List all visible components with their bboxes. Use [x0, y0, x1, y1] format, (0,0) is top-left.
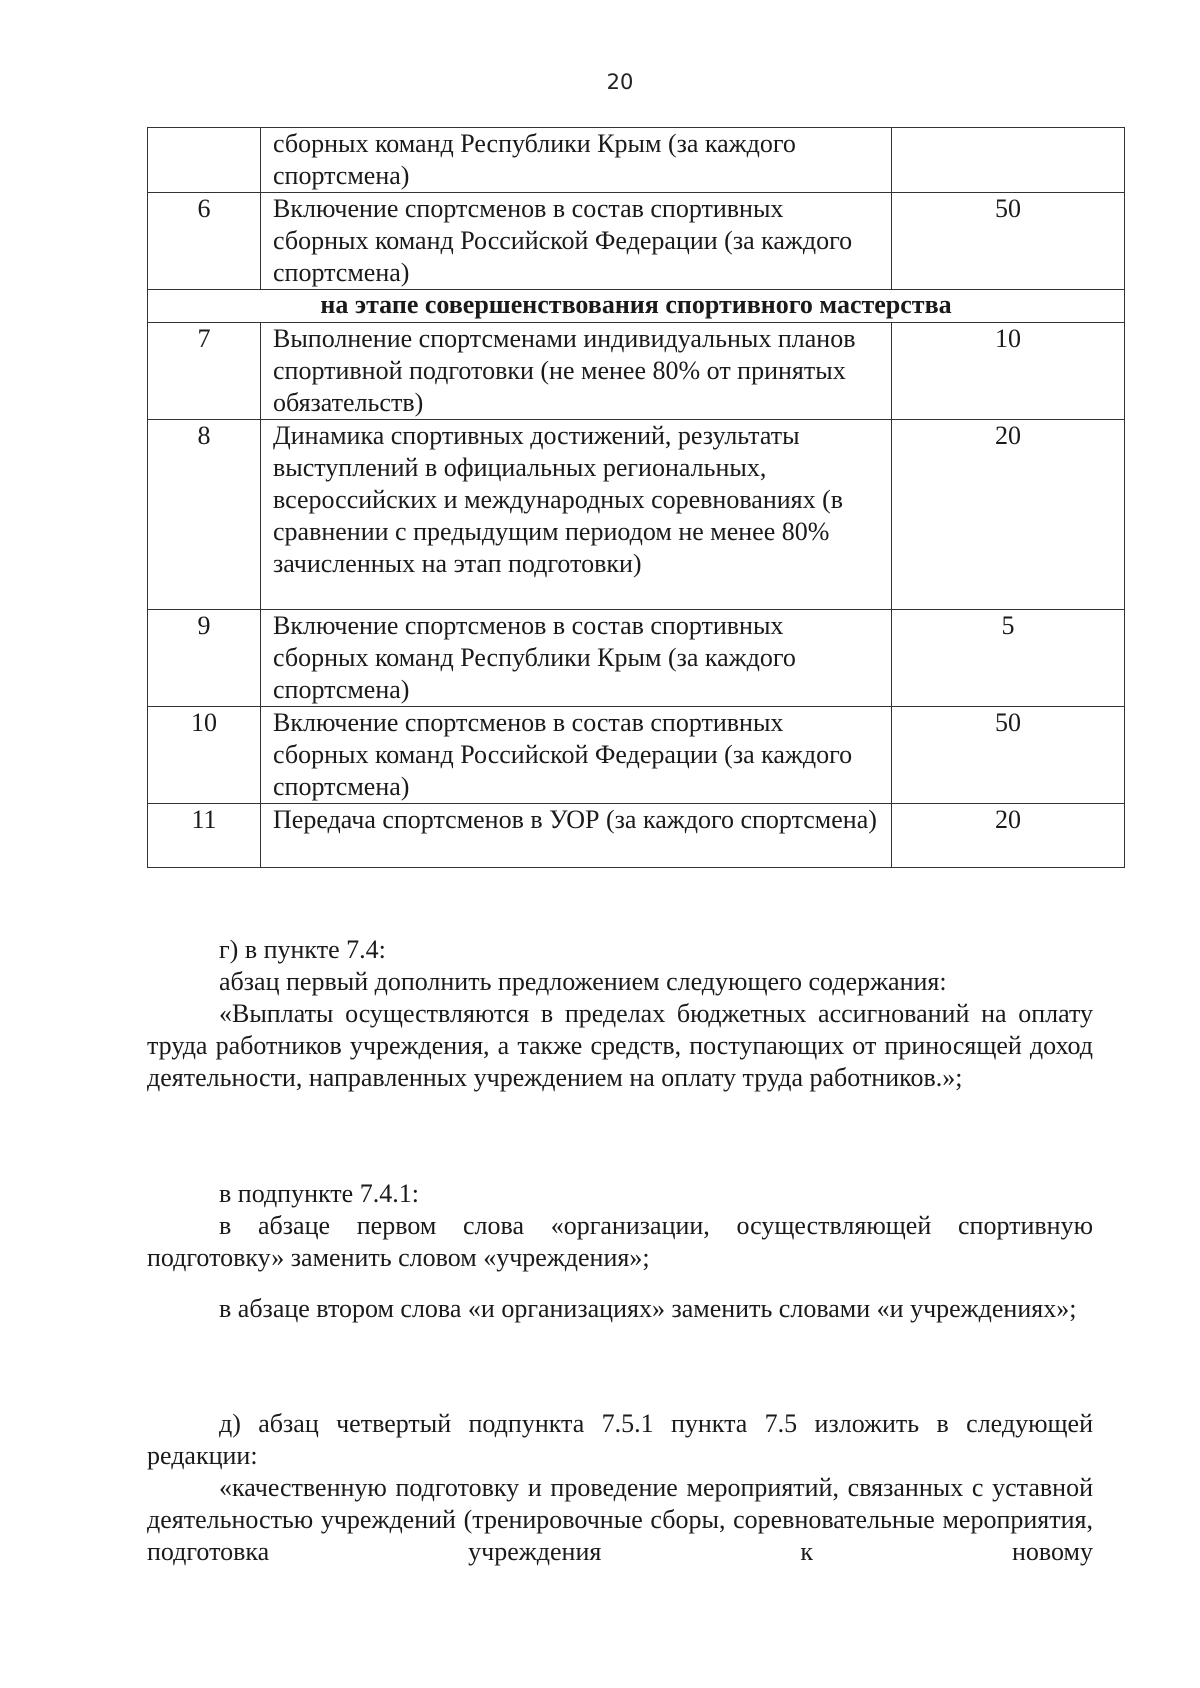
row-points: 20 — [892, 804, 1125, 868]
subitem-heading: в подпункте 7.4.1: — [219, 1179, 419, 1208]
row-number: 8 — [148, 420, 261, 610]
row-points: 5 — [892, 610, 1125, 707]
criteria-table-body — [148, 128, 1125, 868]
row-number: 7 — [148, 323, 261, 420]
row-description: Выполнение спортсменами индивидуальных планов спортивной подготовки (не менее 80% от принятых обязательств) — [261, 323, 892, 420]
item-d-quote: «качественную подготовку и проведение мероприятий, связанных с уставной деятельностью учреждений (тренировочные сборы, соревновательные мероприятия, подготовка учреждения к новому — [147, 1473, 1093, 1566]
table-row — [148, 128, 1125, 193]
table-row — [148, 323, 1125, 420]
row-description: Динамика спортивных достижений, результаты выступлений в официальных региональных, всероссийских и международных соревнованиях (в сравнении с предыдущим периодом не менее 80% зачисленных на этап подготовки) — [261, 420, 892, 610]
item-g-quote: «Выплаты осуществляются в пределах бюджетных ассигнований на оплату труда работников учреждения, а также средств, поступающих от приносящей доход деятельности, направленных учреждением на оплату труда работников.»; — [147, 999, 1093, 1092]
row-number: 11 — [148, 804, 261, 868]
row-points: 50 — [892, 193, 1125, 290]
row-description: Включение спортсменов в состав спортивных сборных команд Российской Федерации (за каждого спортсмена) — [261, 193, 892, 290]
row-number: 9 — [148, 610, 261, 707]
item-d-paragraph: д) абзац четвертый подпункта 7.5.1 пункта 7.5 изложить в следующей редакции: — [147, 1409, 1093, 1470]
row-number: 6 — [148, 193, 261, 290]
row-points: 50 — [892, 707, 1125, 804]
row-description: Включение спортсменов в состав спортивных сборных команд Российской Федерации (за каждого спортсмена) — [261, 707, 892, 804]
amendment-item-d — [147, 1408, 1093, 1568]
section-title: на этапе совершенствования спортивного мастерства — [148, 290, 1125, 323]
row-number: 10 — [148, 707, 261, 804]
table-section-row — [148, 290, 1125, 323]
amendment-item-g — [147, 934, 1093, 1094]
subitem-paragraph-2: в абзаце втором слова «и организациях» заменить словами «и учреждениях»; — [219, 1294, 1077, 1323]
table-row — [148, 610, 1125, 707]
row-number — [148, 128, 261, 193]
row-description: сборных команд Республики Крым (за каждого спортсмена) — [261, 128, 892, 193]
item-g-heading: г) в пункте 7.4: — [219, 935, 386, 964]
row-points: 10 — [892, 323, 1125, 420]
item-g-paragraph: абзац первый дополнить предложением следующего содержания: — [219, 967, 947, 996]
amendment-subitem-741-second — [147, 1293, 1093, 1325]
subitem-paragraph-1: в абзаце первом слова «организации, осуществляющей спортивную подготовку» заменить словом «учреждения»; — [147, 1211, 1093, 1272]
row-points: 20 — [892, 420, 1125, 610]
page-number: 20 — [606, 70, 634, 94]
table-row — [148, 707, 1125, 804]
table-row — [148, 193, 1125, 290]
amendment-subitem-741 — [147, 1178, 1093, 1274]
row-description: Передача спортсменов в УОР (за каждого спортсмена) — [261, 804, 892, 868]
row-points — [892, 128, 1125, 193]
criteria-table — [147, 127, 1125, 868]
table-row — [148, 804, 1125, 868]
table-row — [148, 420, 1125, 610]
row-description: Включение спортсменов в состав спортивных сборных команд Республики Крым (за каждого спортсмена) — [261, 610, 892, 707]
